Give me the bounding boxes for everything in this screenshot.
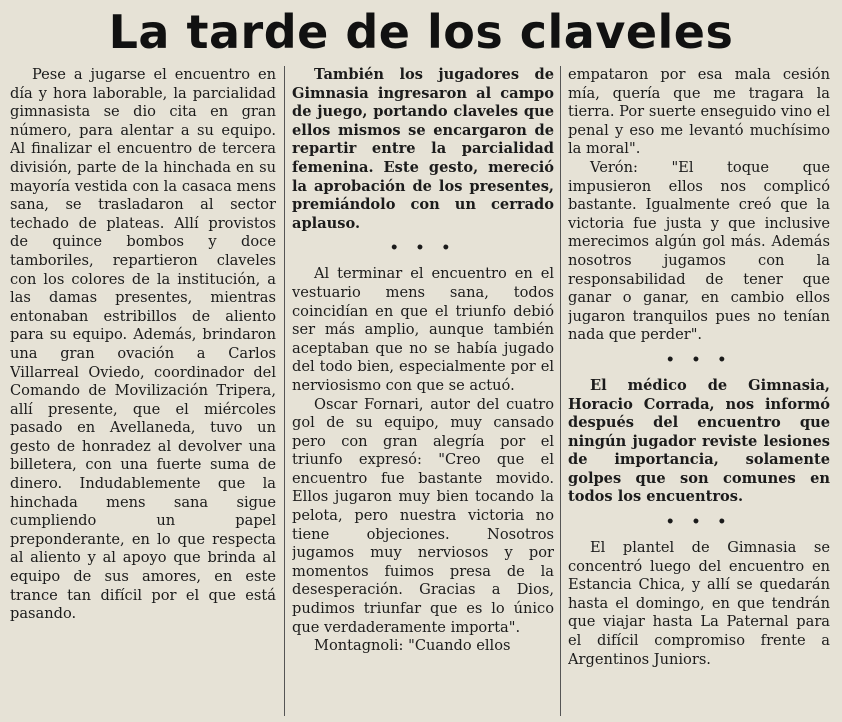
- paragraph: Al terminar el encuentro en el vestuario mens sana, todos coincidían en que el triunfo debió ser más amplio, aunque también aceptaban que no se había jugado del todo bien, especialmente por el nerviosismo con que se actuó.: [292, 265, 554, 394]
- column-rule: [560, 66, 561, 716]
- column-3: [568, 66, 830, 716]
- column-2: [292, 66, 554, 716]
- separator-dots: • • •: [665, 514, 733, 531]
- separator-dots: • • •: [389, 240, 457, 257]
- separator-dots: • • •: [665, 351, 733, 368]
- headline: La tarde de los claveles: [108, 5, 734, 59]
- paragraph: Pese a jugarse el encuentro en día y hora laborable, la parcialidad gimnasista se dio cita en gran número, para alentar a su equipo. Al finalizar el encuentro de tercera división, parte de la hinchada en su mayoría vestida con la casaca mens sana, se trasladaron al sector techado de plateas. Allí provistos de quince bombos y doce tamboriles, repartieron claveles con los colores de la institución, a las damas presentes, mientras entonaban estribillos de aliento para su equipo. Además, brindaron una gran ovación a Carlos Villarreal Oviedo, coordinador del Comando de Movilización Tripera, allí presente, que el miércoles pasado en Avellaneda, tuvo un gesto de honradez al devolver una billetera, con una fuerte suma de dinero. Indudablemente que la hinchada mens sana sigue cumpliendo un papel preponderante, en lo que respecta al aliento y al apoyo que brinda al equipo de sus amores, en este trance tan difícil por el que está pasando.: [10, 66, 276, 623]
- column-1: [10, 66, 276, 716]
- paragraph: empataron por esa mala cesión mía, quería que me tragara la tierra. Por suerte enseguido vino el penal y eso me levantó muchísimo la moral".: [568, 66, 830, 158]
- paragraph: Verón: "El toque que impusieron ellos nos complicó bastante. Igualmente creó que la victoria fue justa y que inclusive merecimos algún gol más. Además nosotros jugamos con la responsabilidad de tener que ganar o ganar, en cambio ellos jugaron tranquilos pues no tenían nada que perder".: [568, 158, 830, 344]
- paragraph: Montagnoli: "Cuando ellos: [314, 637, 511, 655]
- paragraph-bold: También los jugadores de Gimnasia ingresaron al campo de juego, portando claveles que ellos mismos se encargaron de repartir entre la parcialidad femenina. Este gesto, mereció la aprobación de los presentes, premiándolo con un cerrado aplauso.: [292, 66, 554, 232]
- column-rule: [284, 66, 285, 716]
- paragraph: El plantel de Gimnasia se concentró luego del encuentro en Estancia Chica, y allí se quedarán hasta el domingo, en que tendrán que viajar hasta La Paternal para el difícil compromiso frente a Argentinos Juniors.: [568, 539, 830, 668]
- paragraph-bold: El médico de Gimnasia, Horacio Corrada, nos informó después del encuentro que ningún jugador reviste lesiones de importancia, solamente golpes que son comunes en todos los encuentros.: [568, 376, 830, 506]
- paragraph: Oscar Fornari, autor del cuatro gol de su equipo, muy cansado pero con gran alegría por el triunfo expresó: "Creo que el encuentro fue bastante movido. Ellos jugaron muy bien tocando la pelota, pero nuestra victoria no tiene objeciones. Nosotros jugamos muy nerviosos y por momentos fuimos presa de la desesperación. Gracias a Dios, pudimos triunfar que es lo único que verdaderamente importa".: [292, 395, 554, 636]
